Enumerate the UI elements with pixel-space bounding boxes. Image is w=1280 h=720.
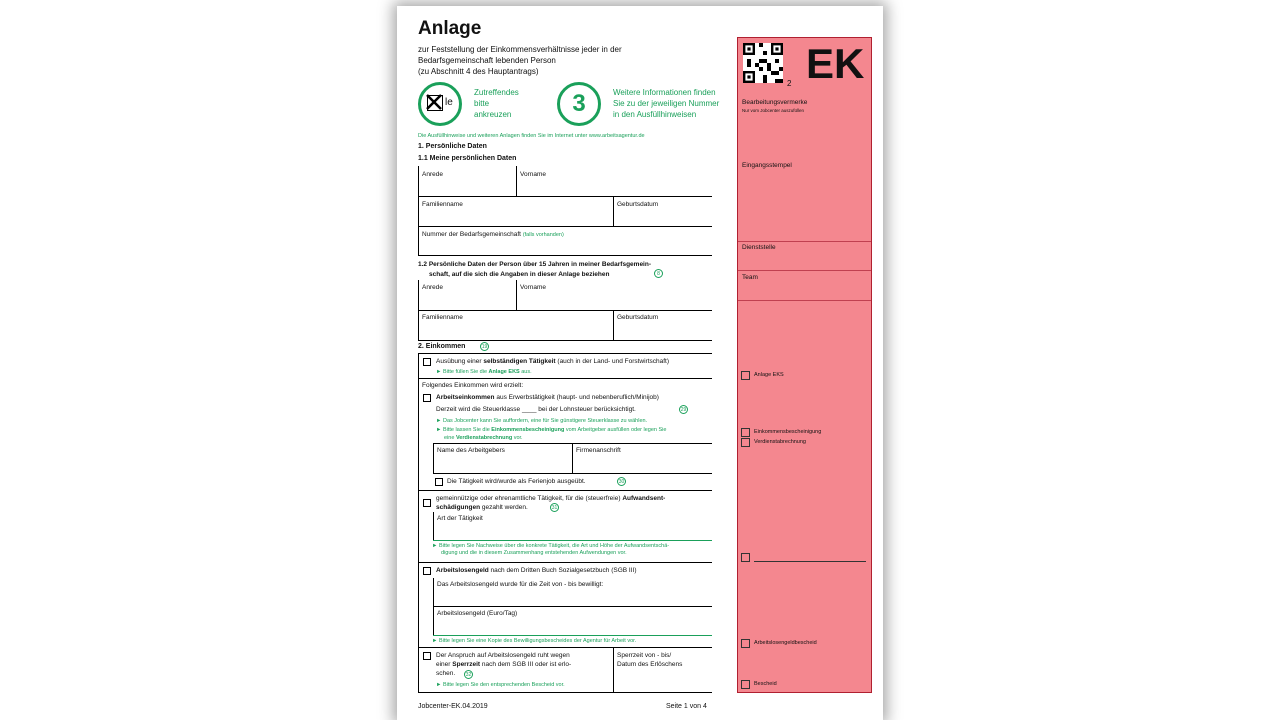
familienname-label: Familienname (422, 201, 463, 208)
green-line (433, 635, 712, 636)
form-title: Anlage (418, 18, 482, 39)
selbst-pre: Ausübung einer (436, 358, 484, 365)
hint-eb2-post: vor. (513, 435, 523, 441)
bescheid-checkbox[interactable] (741, 680, 750, 689)
folgendes-text: Folgendes Einkommen wird erzielt: (422, 382, 524, 389)
hint-nachweise (432, 543, 669, 556)
row-line (418, 378, 712, 379)
section1-2-heading (418, 260, 712, 280)
legend-number-circle: 3 (557, 82, 601, 126)
verdienstabrechnung-label: Verdienstabrechnung (754, 439, 806, 445)
name-arbeitgeber-label: Name des Arbeitgebers (437, 447, 505, 454)
row-line (418, 647, 712, 648)
ferienjob-label: Die Tätigkeit wird/wurde als Ferienjob ausgeübt. (447, 478, 586, 485)
processing-sidebar (737, 37, 872, 693)
falls-vorhanden-text: (falls vorhanden) (522, 232, 564, 238)
familienname-label-2: Familienname (422, 314, 463, 321)
firmenanschrift-label: Firmenanschrift (576, 447, 621, 454)
row-line (433, 473, 712, 474)
row-line (418, 353, 712, 354)
sidebar-divider (738, 300, 871, 301)
hint-einkommensbescheinigung (436, 427, 666, 434)
divider (613, 647, 614, 693)
divider (433, 578, 434, 606)
selbst-bold: selbständigen Tätigkeit (483, 358, 556, 365)
legend-info-line-3: in den Ausfüllhinweisen (613, 110, 697, 119)
info-number-19: 19 (481, 344, 488, 350)
hint-eb2-bold: Verdienstabrechnung (455, 435, 513, 441)
arbeit-bold: Arbeitseinkommen (436, 394, 495, 401)
legend-check-line-1: Zutreffendes (474, 88, 519, 97)
footer-form-id: Jobcenter-EK.04.2019 (418, 703, 488, 710)
einkommensbescheinigung-label: Einkommensbescheinigung (754, 429, 822, 435)
hint-eb2-pre: eine (444, 435, 455, 441)
hint-eb-bold: Einkommensbescheinigung (491, 427, 565, 433)
hint-nachweise-1: ► Bitte legen Sie Nachweise über die konkrete Tätigkeit, die Art und Höhe der Aufwandsentschä- (432, 543, 670, 549)
section1-2-line-1: 1.2 Persönliche Daten der Person über 15 Jahren in meiner Bedarfsgemein- (418, 261, 652, 268)
ehrenamt-checkbox[interactable] (423, 499, 431, 507)
sonstiges-line (754, 561, 866, 562)
legend-info-line-1: Weitere Informationen finden (613, 88, 716, 97)
row-line (418, 562, 712, 563)
selbst-hint (436, 369, 532, 376)
form-code-ek: EK (806, 40, 865, 87)
footer-page-number: Seite 1 von 4 (666, 703, 707, 710)
selbst-hint-pre: ► Bitte füllen Sie die (436, 369, 487, 375)
internet-url-link[interactable]: www.arbeitsagentur.de (588, 133, 645, 139)
sonstiges-checkbox[interactable] (741, 553, 750, 562)
internet-note (418, 133, 645, 140)
arbeitslosengeld-label (436, 567, 637, 574)
code-digit: 2 (787, 79, 792, 88)
sperrzeit-checkbox[interactable] (423, 652, 431, 660)
nummer-bg-label (422, 231, 564, 238)
form-subtitle-1: zur Feststellung der Einkommensverhältnisse jeder in der (418, 45, 622, 54)
einkommensbescheinigung-checkbox[interactable] (741, 428, 750, 437)
divider (613, 310, 614, 340)
qr-pattern (743, 43, 783, 83)
alg-post: nach dem Dritten Buch Sozialgesetzbuch (SGB III) (488, 567, 637, 574)
qr-code-icon (743, 43, 783, 83)
row-line (418, 692, 712, 693)
row-line (418, 226, 712, 227)
bearbeitung-sub: Nur vom Jobcenter auszufüllen (742, 108, 805, 113)
anlage-eks-label: Anlage EKS (754, 372, 784, 378)
alg-bewilligt-label: Das Arbeitslosengeld wurde für die Zeit von - bis bewilligt: (437, 581, 604, 588)
legend-check-circle (418, 82, 462, 126)
sperr-line-1: Der Anspruch auf Arbeitslosengeld ruht wegen (436, 652, 570, 659)
steuerklasse-text: Derzeit wird die Steuerklasse ____ bei der Lohnsteuer berücksichtigt. (436, 406, 636, 413)
form-subtitle-2: Bedarfsgemeinschaft lebenden Person (418, 56, 556, 65)
legend-check-line-3: ankreuzen (474, 110, 512, 119)
anrede-label: Anrede (422, 171, 443, 178)
section2-heading: 2. Einkommen (418, 343, 466, 350)
section1-2-line-2: schaft, auf die sich die Angaben in dieser Anlage beziehen (429, 271, 610, 278)
legend-check-text (474, 87, 519, 120)
eingangsstempel-label: Eingangsstempel (742, 162, 792, 169)
sidebar-divider (738, 241, 871, 242)
legend-sample-text: le (445, 97, 453, 108)
divider (613, 196, 614, 226)
hint-eb-pre: ► Bitte lassen Sie die (436, 427, 490, 433)
arbeitseinkommen-checkbox[interactable] (423, 394, 431, 402)
row-line (418, 196, 712, 197)
hint-eb-post: vom Arbeitgeber ausfüllen oder legen Sie (565, 427, 667, 433)
sperr-2-pre: einer (436, 661, 453, 668)
verdienstabrechnung-checkbox[interactable] (741, 438, 750, 447)
ferienjob-checkbox[interactable] (435, 478, 443, 486)
divider (572, 443, 573, 473)
selbst-hint-post: aus. (521, 369, 532, 375)
row-line (433, 606, 712, 607)
legend-info-line-2: Sie zu der jeweiligen Nummer (613, 99, 720, 108)
ehrenamt-pre: gemeinnützige oder ehrenamtliche Tätigkeit, für die (steuerfreie) (436, 495, 623, 502)
bearbeitung-label: Bearbeitungsvermerke (742, 99, 808, 106)
row-line (418, 310, 712, 311)
legend-info-text (613, 87, 719, 120)
left-border (418, 166, 419, 255)
ehrenamt-bold-2: schädigungen (436, 504, 481, 511)
sperrzeit-field-1: Sperrzeit von - bis/ (617, 652, 672, 659)
nummer-bg-text: Nummer der Bedarfsgemeinschaft (422, 231, 521, 238)
ehrenamt-label (436, 494, 712, 512)
sperrzeit-field-2: Datum des Erlöschens (617, 661, 683, 668)
sperr-2-post: nach dem SGB III oder ist erlo- (480, 661, 572, 668)
cross-icon (426, 94, 442, 110)
selbst-hint-bold: Anlage EKS (488, 369, 520, 375)
divider (433, 606, 434, 635)
sperr-line-3: schen. (436, 670, 456, 677)
divider (433, 443, 434, 473)
arbeitseinkommen-label (436, 394, 659, 401)
selbst-post: (auch in der Land- und Forstwirtschaft) (555, 358, 670, 365)
arbeit-post: aus Erwerbstätigkeit (haupt- und nebenberuflich/Minijob) (494, 394, 659, 401)
selbstaendig-label (436, 358, 669, 365)
geburtsdatum-label-2: Geburtsdatum (617, 314, 659, 321)
legend-check-line-2: bitte (474, 99, 490, 108)
info-number-29: 29 (680, 407, 687, 413)
vorname-label-2: Vorname (520, 284, 547, 291)
alg-betrag-label: Arbeitslosengeld (Euro/Tag) (437, 610, 518, 617)
anlage-eks-checkbox[interactable] (741, 371, 750, 380)
internet-note-text: Die Ausfüllhinweise und weiteren Anlagen finden Sie im Internet unter (418, 133, 588, 139)
divider (433, 512, 434, 540)
anrede-label-2: Anrede (422, 284, 443, 291)
row-line (418, 490, 712, 491)
section1-2-line-2-wrap (418, 270, 712, 280)
sidebar-divider (738, 270, 871, 271)
row-line (418, 340, 712, 341)
info-number-32: 32 (465, 672, 472, 678)
ehrenamt-bold-1: Aufwandsent- (622, 495, 666, 502)
geburtsdatum-label: Geburtsdatum (617, 201, 659, 208)
info-number-30: 30 (618, 479, 625, 485)
form-subtitle-3: (zu Abschnitt 4 des Hauptantrags) (418, 67, 539, 76)
dienststelle-label: Dienststelle (742, 244, 776, 251)
sperr-line-2 (436, 660, 571, 669)
row-line (418, 255, 712, 256)
selbstaendig-checkbox[interactable] (423, 358, 431, 366)
divider (516, 280, 517, 310)
section1-heading: 1. Persönliche Daten (418, 143, 487, 150)
arbeitslosengeld-checkbox[interactable] (423, 567, 431, 575)
section1-1-heading: 1.1 Meine persönlichen Daten (418, 155, 517, 162)
form-page (397, 6, 883, 720)
alg-bescheid-label: Arbeitslosengeldbescheid (754, 640, 817, 646)
hint-verdienstabrechnung (444, 435, 523, 442)
art-taetigkeit-label: Art der Tätigkeit (437, 515, 483, 522)
sperrzeit-label (436, 651, 571, 678)
legend-checkbox-icon (427, 95, 443, 111)
sperrzeit-field-label (617, 651, 682, 669)
team-label: Team (742, 274, 758, 281)
left-border (418, 353, 419, 693)
sperr-hint: ► Bitte legen Sie den entsprechenden Bescheid vor. (436, 682, 565, 688)
info-number-8: 8 (654, 269, 663, 278)
bescheid-label: Bescheid (754, 681, 777, 687)
hint-alg: ► Bitte legen Sie eine Kopie des Bewilligungsbescheides der Agentur für Arbeit vor. (432, 638, 637, 644)
alg-bold: Arbeitslosengeld (436, 567, 489, 574)
hint-jobcenter: ► Das Jobcenter kann Sie auffordern, eine für Sie günstigere Steuerklasse zu wählen. (436, 418, 648, 424)
divider (516, 166, 517, 196)
vorname-label: Vorname (520, 171, 547, 178)
alg-bescheid-checkbox[interactable] (741, 639, 750, 648)
hint-nachweise-2: digung und die in diesem Zusammenhang entstehenden Aufwendungen vor. (441, 549, 627, 556)
green-line (433, 540, 712, 541)
ehrenamt-post: gezahlt werden. (480, 504, 528, 511)
sperr-2-bold: Sperrzeit (452, 661, 481, 668)
info-number-31: 31 (551, 505, 558, 511)
